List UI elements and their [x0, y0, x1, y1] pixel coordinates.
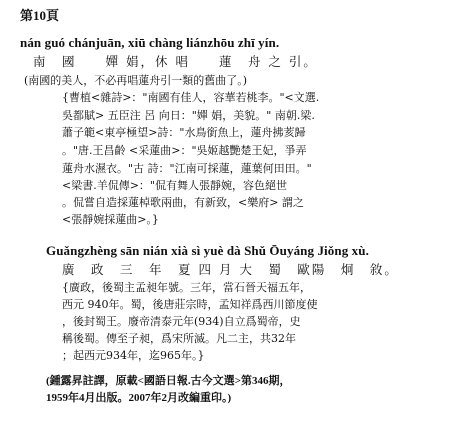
section2-characters: 廣 政 三 年 夏 四 月 大 蜀 歐陽 炯 敘。 [62, 262, 399, 277]
section1-note-line: 蓮舟水濕衣。"古 詩："江南可採蓮，蓮葉何田田。" [62, 162, 312, 175]
section2-pinyin: Guǎngzhèng sān nián xià sì yuè dà Shǔ Ōuyáng Jiǒng xù. [46, 243, 369, 258]
section1-pinyin: nán guó chánjuān, xiū chàng liánzhōu zhī yín. [20, 35, 280, 50]
section1-note-line: 。"唐.王昌齡 <采蓮曲>："吳姬越艷楚王妃，爭弄 [62, 144, 307, 157]
footer-citation-line: 1959年4月出版。2007年2月改編重印。) [46, 392, 232, 404]
section1-note-line: <張靜婉採蓮曲>。} [62, 213, 159, 226]
section2-note-line: ；起西元934年，迄965年。} [62, 349, 205, 362]
section2-note-line: {廣政，後蜀主孟昶年號。三年，當石晉天福五年， [62, 281, 311, 294]
section1-translation: (南國的美人，不必再唱蓮舟引一類的舊曲了。) [24, 74, 248, 87]
footer-citation-line: (鍾露昇註譯，原載<國語日報.古今文選>第346期， [46, 375, 291, 387]
section1-note-line: 蕭子範<東亭極望>詩："水鳥銜魚上，蓮舟拂荄歸 [62, 126, 306, 139]
section2-note-line: ，後封蜀王。廢帝清泰元年(934)自立爲蜀帝，史 [62, 315, 301, 328]
section1-note-line: <梁書.羊侃傳>："侃有舞人張靜婉，容色絕世 [62, 179, 287, 192]
section1-note-line: 吳都賦> 五臣注 呂 向日："嬋 娟，美貌。" 南朝.梁. [62, 109, 315, 122]
section1-characters: 南 國 嬋 娟，休 唱 蓮 舟 之 引。 [33, 54, 318, 69]
section1-note-line: {曹植<雜詩>："南國有佳人，容華若桃李。"<文選. [62, 91, 320, 104]
section2-note-line: 稱後蜀。傳至子昶，爲宋所滅。凡二主，共32年 [62, 332, 296, 345]
page-label: 第10頁 [20, 8, 60, 23]
section1-note-line: 。侃嘗自造採蓮棹歌兩曲，有新致，<樂府> 謂之 [62, 196, 304, 209]
section2-note-line: 西元 940年。蜀，後唐莊宗時，孟知祥爲西川節度使 [62, 298, 318, 311]
